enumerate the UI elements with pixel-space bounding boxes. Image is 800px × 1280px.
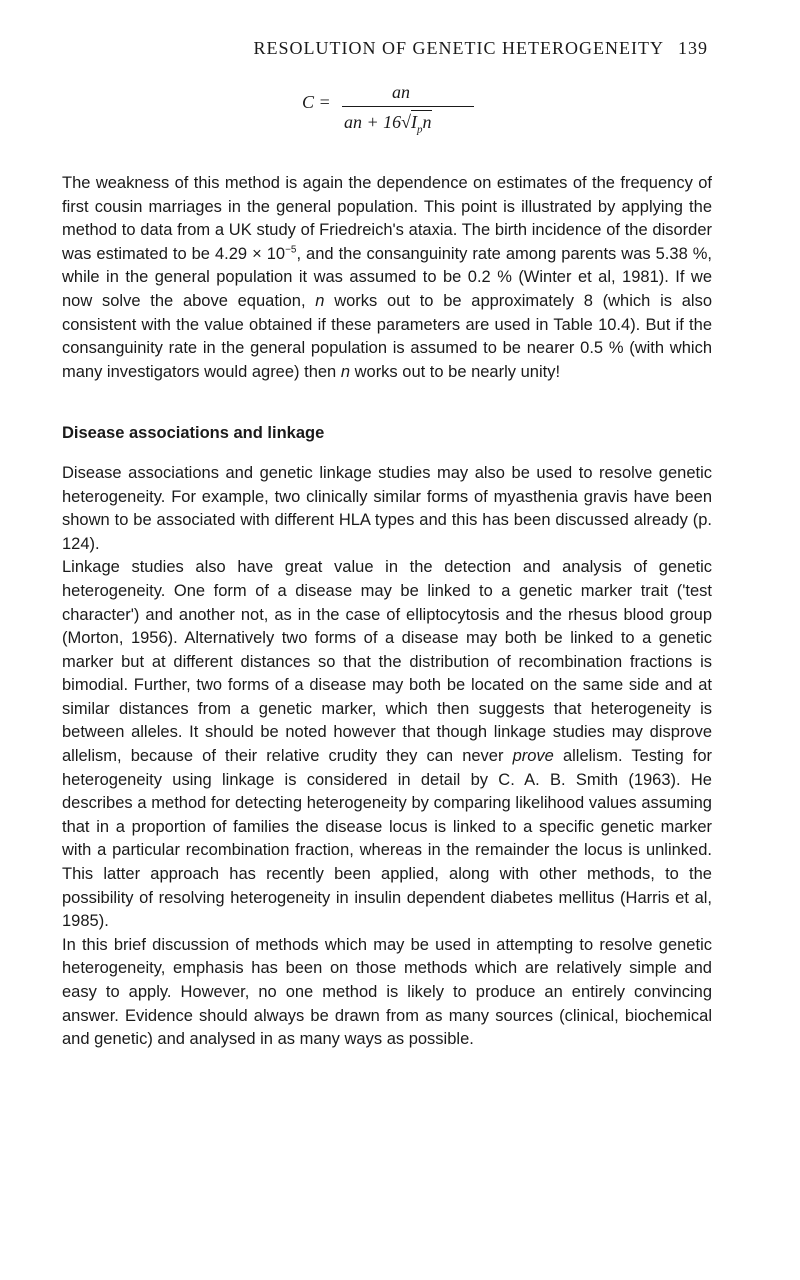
formula [296,82,506,140]
p3-text-b: allelism. Testing for heterogeneity using linkage is considered in detail by C. A. B. Smith (1963). He describes a method for detecting heterogeneity by comparing likelihood values assuming that in a proportion of families the disease locus is linked to a specific genetic marker with a particular recombination fraction, whereas in the remainder the locus is unlinked. This latter approach has recently been applied, along with other methods, to the possibility of resolving heterogeneity in insulin dependent diabetes mellitus (Harris et al, 1985). [62,747,712,931]
p1-text-b: , and the consanguinity rate among parents was 5.38 %, while in the general population it was assumed to be 0.2 % (Winter et al, 1981). If we now solve the above equation, [62,244,712,310]
radicand-letter: I [411,112,418,132]
p3-text-a: Linkage studies also have great value in the detection and analysis of genetic heterogeneity. One form of a disease may be linked to a genetic marker trait ('test character') and another not, as in the case of elliptocytosis and the rhesus blood group (Morton, 1956). Alternatively two forms of a disease may both be linked to a genetic marker but at different distances so that the distribution of recombination fractions is bimodial. Further, two forms of a disease may both be located on the same side and at similar distances from a genetic marker, which then suggests that heterogeneity is between alleles. It should be noted however that though linkage studies may disprove allelism, because of their relative crudity they can never [62,558,712,766]
page-number: 139 [678,38,708,58]
p1-text-d: works out to be nearly unity! [350,362,561,381]
p1-text-c: works out to be approximately 8 (which is also consistent with the value obtained if these parameters are used in Table 10.4). But if the consanguinity rate in the general population is assumed to be nearer 0.5 % (with which many investigators would agree) then [62,291,712,381]
section-heading: Disease associations and linkage [62,424,325,443]
fraction-bar [342,106,474,107]
paragraph-weakness [62,172,712,384]
formula-lhs: C = [302,92,331,112]
radicand [411,110,432,136]
formula-denominator [344,112,432,136]
radical-sign: √ [401,112,412,132]
running-title: RESOLUTION OF GENETIC HETEROGENEITY [253,38,664,58]
radicand-subscript: p [417,123,423,136]
formula-numerator: an [392,82,410,102]
p1-var-n-1: n [315,291,325,310]
p1-exponent: −5 [285,244,297,256]
p3-emphasis: prove [512,747,554,766]
paragraph-conclusion: In this brief discussion of methods which may be used in attempting to resolve genetic heterogeneity, emphasis has been on those methods which are relatively simple and easy to apply. However, no one method is likely to produce an entirely convincing answer. Evidence should always be drawn from as many sources (clinical, biochemical and genetic) and analysed in as many ways as possible. [62,935,712,1049]
running-header [254,38,708,59]
page-body [62,172,712,1052]
p1-var-n-2: n [340,362,351,381]
paragraph-linkage-studies [62,556,712,934]
den-prefix: an + 16 [344,112,402,132]
p1-text-a: The weakness of this method is again the dependence on estimates of the frequency of first cousin marriages in the general population. This point is illustrated by applying the method to data from a UK study of Friedreich's ataxia. The birth incidence of the disorder was estimated to be 4.29 × 10 [62,174,712,263]
radicand-suffix: n [422,112,432,132]
paragraph-disease-associations: Disease associations and genetic linkage studies may also be used to resolve genetic heterogeneity. For example, two clinically similar forms of myasthenia gravis have been shown to be associated with different HLA types and this has been discussed already (p. 124). [62,463,712,553]
